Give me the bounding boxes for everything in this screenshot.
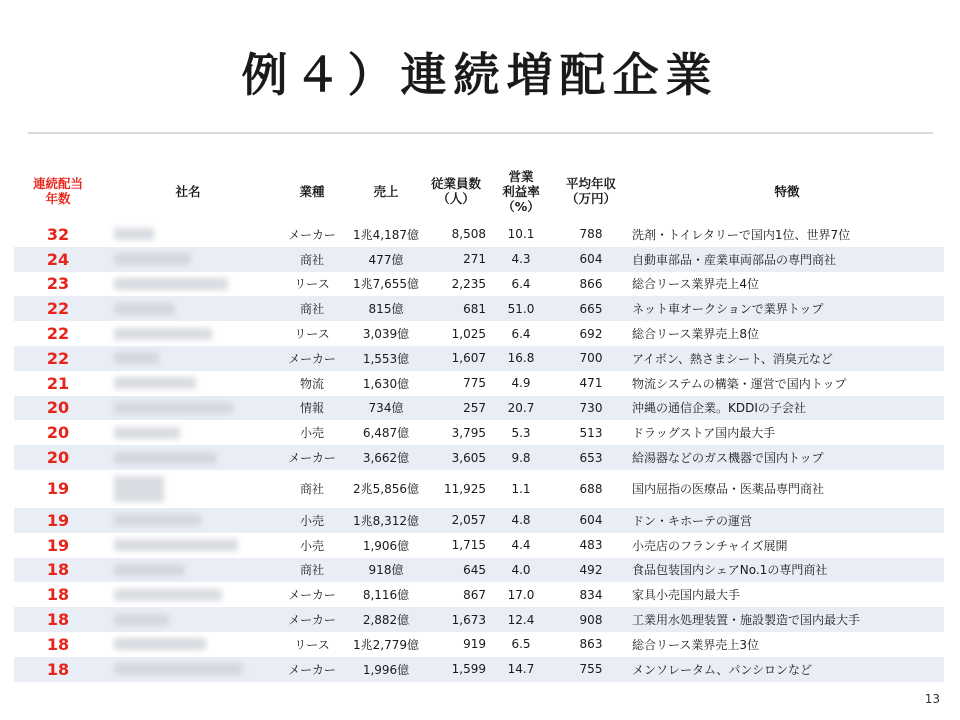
table-row [14,470,944,508]
industry-cell: 商社 [299,563,324,578]
sales-cell: 815億 [368,302,404,317]
table-row [14,582,944,607]
company-name-cell [102,296,274,321]
company-name-cell [102,396,274,421]
company-name-cell [102,445,274,470]
industry-cell: 商社 [299,302,324,317]
table-row [14,420,944,445]
industry-cell: メーカー [288,613,336,628]
blurred-company-name [114,278,228,290]
margin-cell: 51.0 [507,301,535,316]
table-row [14,607,944,632]
industry-cell: リース [294,327,330,342]
sales-cell: 1兆7,655億 [353,277,419,292]
industry-cell: 物流 [299,376,324,391]
industry-cell: メーカー [288,588,336,603]
title-divider [28,132,933,134]
rank-cell: 20 [46,398,70,418]
sales-cell: 2,882億 [362,613,410,628]
sales-cell: 1,996億 [362,662,410,677]
feature-cell: 工業用水処理装置・施設製造で国内最大手 [632,613,861,628]
sales-cell: 2兆5,856億 [353,482,419,497]
sales-cell: 1,630億 [362,376,410,391]
blurred-company-name [114,377,196,389]
employees-cell: 1,607 [451,351,486,366]
margin-cell: 14.7 [507,662,535,677]
salary-cell: 908 [579,612,603,627]
feature-cell: 小売店のフランチャイズ展開 [632,538,788,553]
sales-cell: 3,662億 [362,451,410,466]
table-row [14,533,944,558]
blurred-company-name [114,663,243,675]
table-header-row [14,160,944,222]
page-number: 13 [924,692,940,706]
feature-cell: 総合リース業界売上8位 [632,327,760,342]
industry-cell: メーカー [288,662,336,677]
sales-cell: 1兆8,312億 [353,513,419,528]
blurred-company-name [114,352,159,364]
table-row [14,272,944,297]
rank-cell: 24 [46,249,70,269]
industry-cell: メーカー [288,227,336,242]
margin-cell: 6.4 [511,326,531,341]
blurred-company-name [114,638,206,650]
dividend-table [14,160,944,682]
sales-cell: 3,039億 [362,327,410,342]
salary-cell: 700 [579,351,603,366]
employees-cell: 681 [463,301,486,316]
table-row [14,296,944,321]
margin-cell: 4.0 [511,562,531,577]
salary-cell: 604 [579,513,603,528]
employees-cell: 1,599 [451,662,486,677]
employees-cell: 1,715 [451,538,486,553]
header-salary: 平均年収 （万円） [565,176,616,206]
industry-cell: 商社 [299,252,324,267]
company-name-cell [102,508,274,533]
company-name-cell [102,371,274,396]
salary-cell: 653 [579,450,603,465]
rank-cell: 19 [46,535,70,555]
margin-cell: 10.1 [507,227,535,242]
sales-cell: 1兆2,779億 [353,637,419,652]
company-name-cell [102,607,274,632]
employees-cell: 775 [463,376,486,391]
table-row [14,346,944,371]
salary-cell: 788 [579,227,603,242]
header-name: 社名 [175,183,201,199]
salary-cell: 604 [579,252,603,267]
feature-cell: 家具小売国内最大手 [632,588,741,603]
table-row [14,508,944,533]
feature-cell: 国内屈指の医療品・医薬品専門商社 [632,482,825,497]
feature-cell: アイボン、熱さまシート、消臭元など [632,351,833,366]
salary-cell: 492 [579,562,603,577]
sales-cell: 1兆4,187億 [353,227,419,242]
salary-cell: 513 [579,425,603,440]
company-name-cell [102,657,274,682]
blurred-company-name [114,303,175,315]
employees-cell: 3,795 [451,425,486,440]
margin-cell: 16.8 [507,351,535,366]
header-sales: 売上 [373,183,399,199]
company-name-cell [102,632,274,657]
company-name-cell [102,272,274,297]
rank-cell: 18 [46,560,70,580]
industry-cell: メーカー [288,451,336,466]
employees-cell: 1,673 [451,612,486,627]
header-feature: 特徴 [774,183,800,199]
employees-cell: 11,925 [444,481,486,496]
industry-cell: 情報 [299,401,324,416]
employees-cell: 919 [463,637,486,652]
margin-cell: 12.4 [507,612,535,627]
feature-cell: 総合リース業界売上3位 [632,637,760,652]
blurred-company-name [114,402,233,414]
blurred-company-name [114,253,191,265]
company-name-cell [102,558,274,583]
salary-cell: 665 [579,301,603,316]
industry-cell: リース [294,277,330,292]
rank-cell: 23 [46,274,70,294]
employees-cell: 1,025 [451,326,486,341]
table-row [14,222,944,247]
table-row [14,321,944,346]
feature-cell: ドラッグストア国内最大手 [632,426,776,441]
sales-cell: 477億 [368,252,404,267]
header-rank: 連続配当 年数 [32,176,83,206]
blurred-company-name [114,328,212,340]
margin-cell: 4.8 [511,513,531,528]
blurred-company-name [114,589,222,601]
employees-cell: 2,057 [451,513,486,528]
table-row [14,396,944,421]
blurred-company-name [114,228,154,240]
table-row [14,657,944,682]
industry-cell: 小売 [299,426,324,441]
table-row [14,445,944,470]
blurred-company-name [114,514,201,526]
margin-cell: 5.3 [511,425,531,440]
rank-cell: 21 [46,373,70,393]
employees-cell: 271 [463,252,486,267]
feature-cell: 沖縄の通信企業。KDDIの子会社 [632,401,806,416]
salary-cell: 755 [579,662,603,677]
salary-cell: 863 [579,637,603,652]
industry-cell: メーカー [288,351,336,366]
feature-cell: 自動車部品・産業車両部品の専門商社 [632,252,837,267]
table-row [14,558,944,583]
table-body [14,222,944,682]
rank-cell: 19 [46,510,70,530]
industry-cell: 小売 [299,538,324,553]
salary-cell: 834 [579,587,603,602]
company-name-cell [102,346,274,371]
table-row [14,371,944,396]
feature-cell: ドン・キホーテの運営 [632,513,753,528]
table-row [14,247,944,272]
margin-cell: 9.8 [511,450,531,465]
margin-cell: 4.3 [511,252,531,267]
feature-cell: メンソレータム、パンシロンなど [632,662,813,677]
feature-cell: 給湯器などのガス機器で国内トップ [632,451,824,466]
employees-cell: 8,508 [451,227,486,242]
rank-cell: 20 [46,448,70,468]
employees-cell: 867 [463,587,486,602]
blurred-company-name [114,614,169,626]
company-name-cell [102,222,274,247]
salary-cell: 688 [579,481,603,496]
salary-cell: 866 [579,276,603,291]
industry-cell: 商社 [299,482,324,497]
rank-cell: 22 [46,348,70,368]
margin-cell: 17.0 [507,587,535,602]
salary-cell: 692 [579,326,603,341]
header-industry: 業種 [299,183,325,199]
employees-cell: 2,235 [451,276,486,291]
salary-cell: 483 [579,538,603,553]
sales-cell: 8,116億 [362,588,410,603]
employees-cell: 3,605 [451,450,486,465]
rank-cell: 18 [46,659,70,679]
rank-cell: 19 [46,479,70,499]
salary-cell: 471 [579,376,603,391]
company-name-cell [102,247,274,272]
feature-cell: 食品包装国内シェアNo.1の専門商社 [632,563,828,578]
industry-cell: 小売 [299,513,324,528]
company-name-cell [102,321,274,346]
company-name-cell [102,420,274,445]
rank-cell: 18 [46,634,70,654]
blurred-company-name [114,427,180,439]
blurred-company-name [114,452,217,464]
company-name-cell [102,533,274,558]
sales-cell: 1,906億 [362,538,410,553]
blurred-company-name [114,539,238,551]
header-employees: 従業員数 （人） [430,176,481,206]
sales-cell: 918億 [368,563,404,578]
rank-cell: 22 [46,324,70,344]
margin-cell: 20.7 [507,400,535,415]
rank-cell: 18 [46,610,70,630]
rank-cell: 20 [46,423,70,443]
blurred-company-name [114,564,185,576]
feature-cell: 洗剤・トイレタリーで国内1位、世界7位 [632,227,851,242]
employees-cell: 257 [463,400,486,415]
sales-cell: 734億 [368,401,404,416]
rank-cell: 18 [46,585,70,605]
margin-cell: 6.4 [511,276,531,291]
header-margin: 営業 利益率 （%） [502,168,540,214]
sales-cell: 1,553億 [362,351,410,366]
company-name-cell [102,582,274,607]
feature-cell: ネット車オークションで業界トップ [632,302,824,317]
table-row [14,632,944,657]
rank-cell: 32 [46,224,70,244]
blurred-company-name [114,476,164,502]
sales-cell: 6,487億 [362,426,410,441]
feature-cell: 総合リース業界売上4位 [632,277,760,292]
margin-cell: 4.9 [511,376,531,391]
rank-cell: 22 [46,299,70,319]
salary-cell: 730 [579,400,603,415]
margin-cell: 4.4 [511,538,531,553]
company-name-cell [102,470,274,508]
feature-cell: 物流システムの構築・運営で国内トップ [632,376,847,391]
employees-cell: 645 [463,562,486,577]
page-title: 例４）連続増配企業 [241,48,719,102]
margin-cell: 1.1 [511,481,531,496]
industry-cell: リース [294,637,330,652]
margin-cell: 6.5 [511,637,531,652]
